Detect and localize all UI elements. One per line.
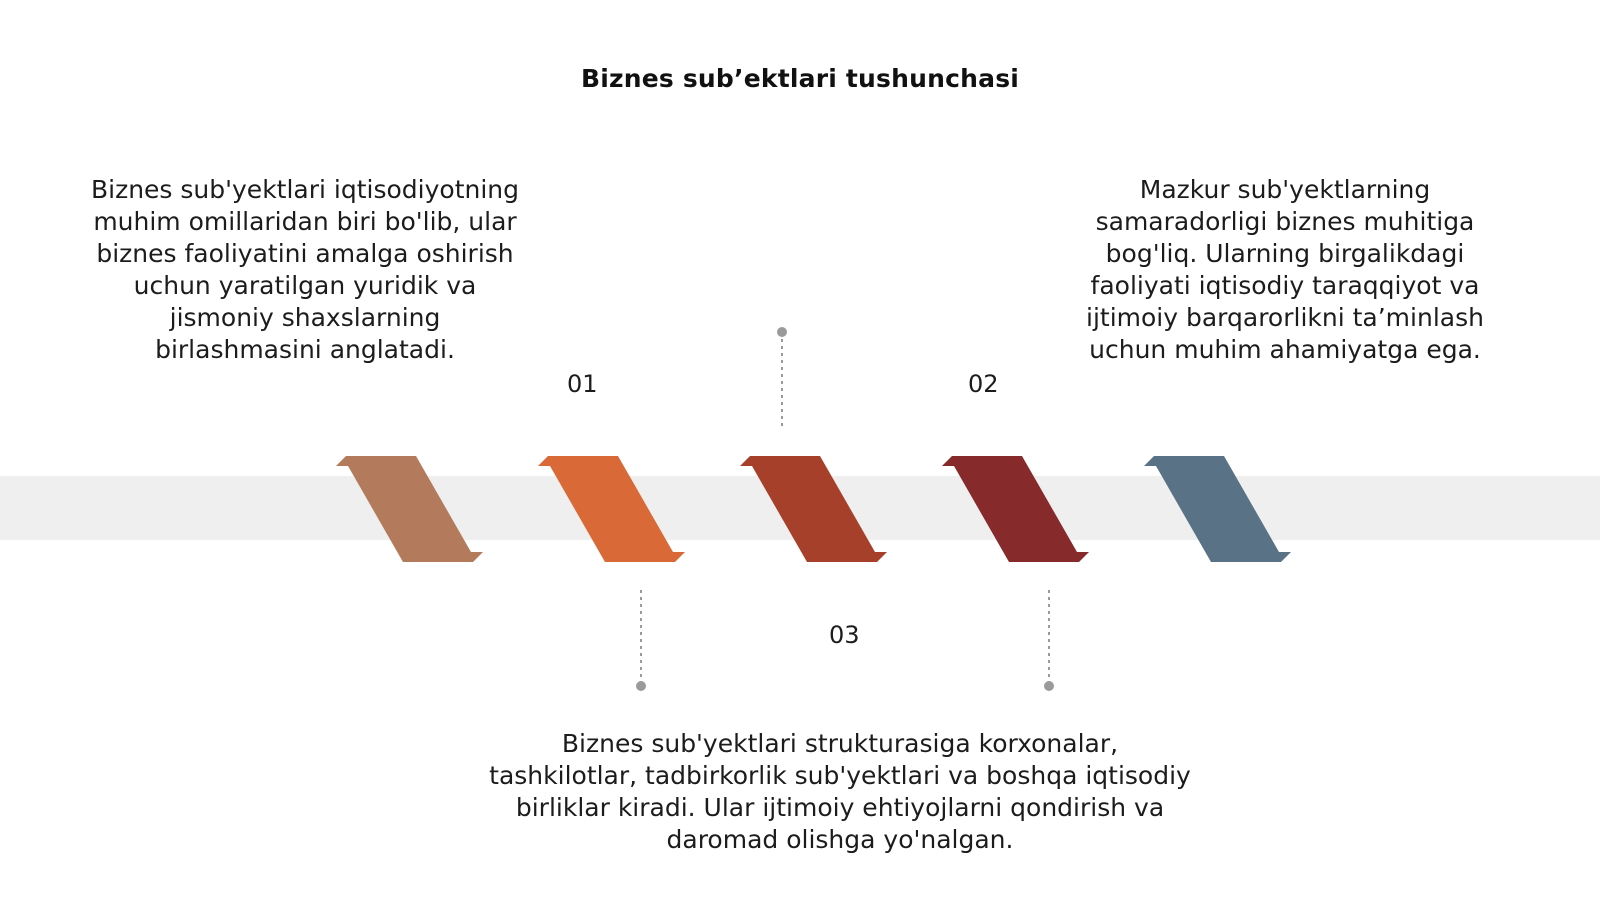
connector-bottom-right bbox=[1044, 590, 1054, 691]
chevron-5 bbox=[1144, 456, 1291, 562]
item-1-number: 01 bbox=[567, 370, 598, 398]
connector-top bbox=[777, 327, 787, 428]
chevron-group bbox=[336, 456, 1291, 562]
page-title: Biznes sub’ektlari tushunchasi bbox=[580, 64, 1020, 93]
connector-bottom-left bbox=[636, 590, 646, 691]
chevron-4 bbox=[942, 456, 1089, 562]
item-2-text: Mazkur sub'yektlarning samaradorligi biznes muhitiga bog'liq. Ularning birgalikdagi faoliyati iqtisodiy taraqqiyot va ijtimoiy barqarorlikni ta’minlash uchun muhim ahamiyatga ega. bbox=[1086, 175, 1484, 364]
item-1-text: Biznes sub'yektlari iqtisodiyotning muhim omillaridan biri bo'lib, ular biznes faoliyatini amalga oshirish uchun yaratilgan yuridik va jismoniy shaxslarning birlashmasini anglatadi. bbox=[90, 175, 519, 364]
chevron-2 bbox=[538, 456, 685, 562]
chevron-3 bbox=[740, 456, 887, 562]
item-3-text: Biznes sub'yektlari strukturasiga korxonalar, tashkilotlar, tadbirkorlik sub'yektlari va boshqa iqtisodiy birliklar kiradi. Ular ijtimoiy ehtiyojlarni qondirish va daromad olishga yo'nalgan. bbox=[489, 729, 1191, 854]
connector-top-dot bbox=[777, 327, 787, 337]
item-2-number: 02 bbox=[968, 370, 999, 398]
item-3-number: 03 bbox=[829, 621, 860, 649]
chevron-1 bbox=[336, 456, 483, 562]
connector-bottom-left-dot bbox=[636, 681, 646, 691]
connector-bottom-right-dot bbox=[1044, 681, 1054, 691]
